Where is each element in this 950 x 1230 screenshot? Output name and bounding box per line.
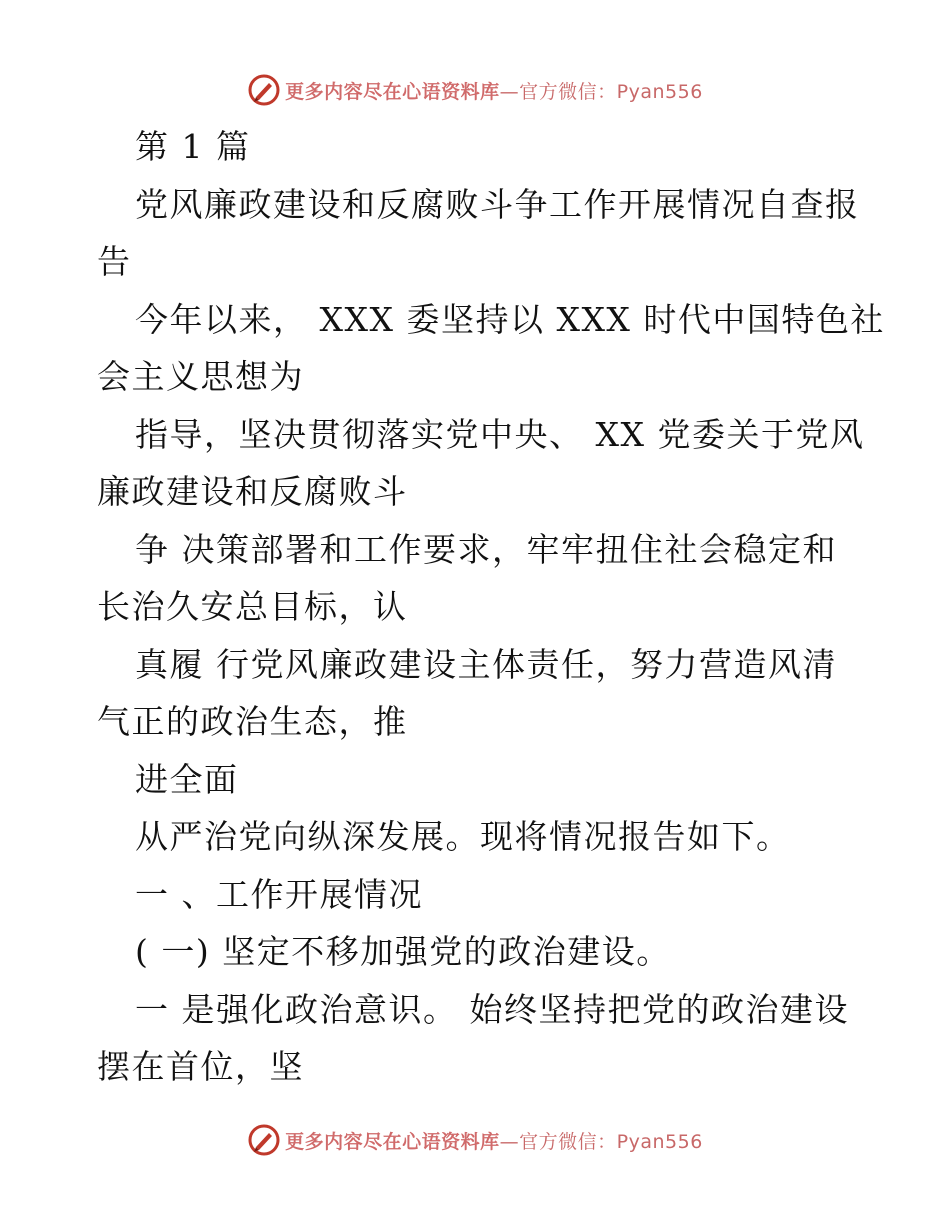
- paragraph-line: 今年以来， XXX 委坚持以 XXX 时代中国特色社: [135, 299, 885, 339]
- pen-logo-icon: [247, 73, 281, 107]
- paragraph-line: 廉政建设和反腐败斗: [97, 472, 408, 511]
- paragraph-line: 争 决策部署和工作要求，牢牢扭住社会稳定和: [135, 529, 837, 569]
- paragraph-line: 摆在首位，坚: [97, 1047, 304, 1086]
- document-body: [97, 118, 885, 1096]
- paragraph-line: 一 是强化政治意识。 始终坚持把党的政治建设: [135, 989, 849, 1029]
- watermark-text: 更多内容尽在心语资料库—官方微信：Pyan556: [285, 80, 703, 103]
- watermark-header: [0, 70, 950, 110]
- paragraph-line: 指导，坚决贯彻落实党中央、 XX 党委关于党风: [135, 414, 865, 454]
- paragraph-line: 长治久安总目标，认: [97, 587, 408, 626]
- pen-logo-icon: [247, 1123, 281, 1157]
- paragraph-line: 一 、工作开展情况: [135, 874, 423, 914]
- paragraph-line: 从严治党向纵深发展。现将情况报告如下。: [135, 817, 791, 856]
- paragraph-line: 告: [97, 242, 132, 281]
- paragraph-line: 气正的政治生态，推: [97, 702, 408, 741]
- paragraph-line: 第 1 篇: [135, 127, 251, 166]
- watermark-text: 更多内容尽在心语资料库—官方微信：Pyan556: [285, 1130, 703, 1153]
- paragraph-line: ( 一) 坚定不移加强党的政治建设。: [135, 932, 671, 971]
- paragraph-line: 真履 行党风廉政建设主体责任，努力营造风清: [135, 644, 837, 684]
- paragraph-line: 进全面: [135, 759, 239, 799]
- paragraph-line: 党风廉政建设和反腐败斗争工作开展情况自查报: [135, 184, 860, 224]
- paragraph-line: 会主义思想为: [97, 357, 304, 396]
- watermark-footer: [0, 1120, 950, 1160]
